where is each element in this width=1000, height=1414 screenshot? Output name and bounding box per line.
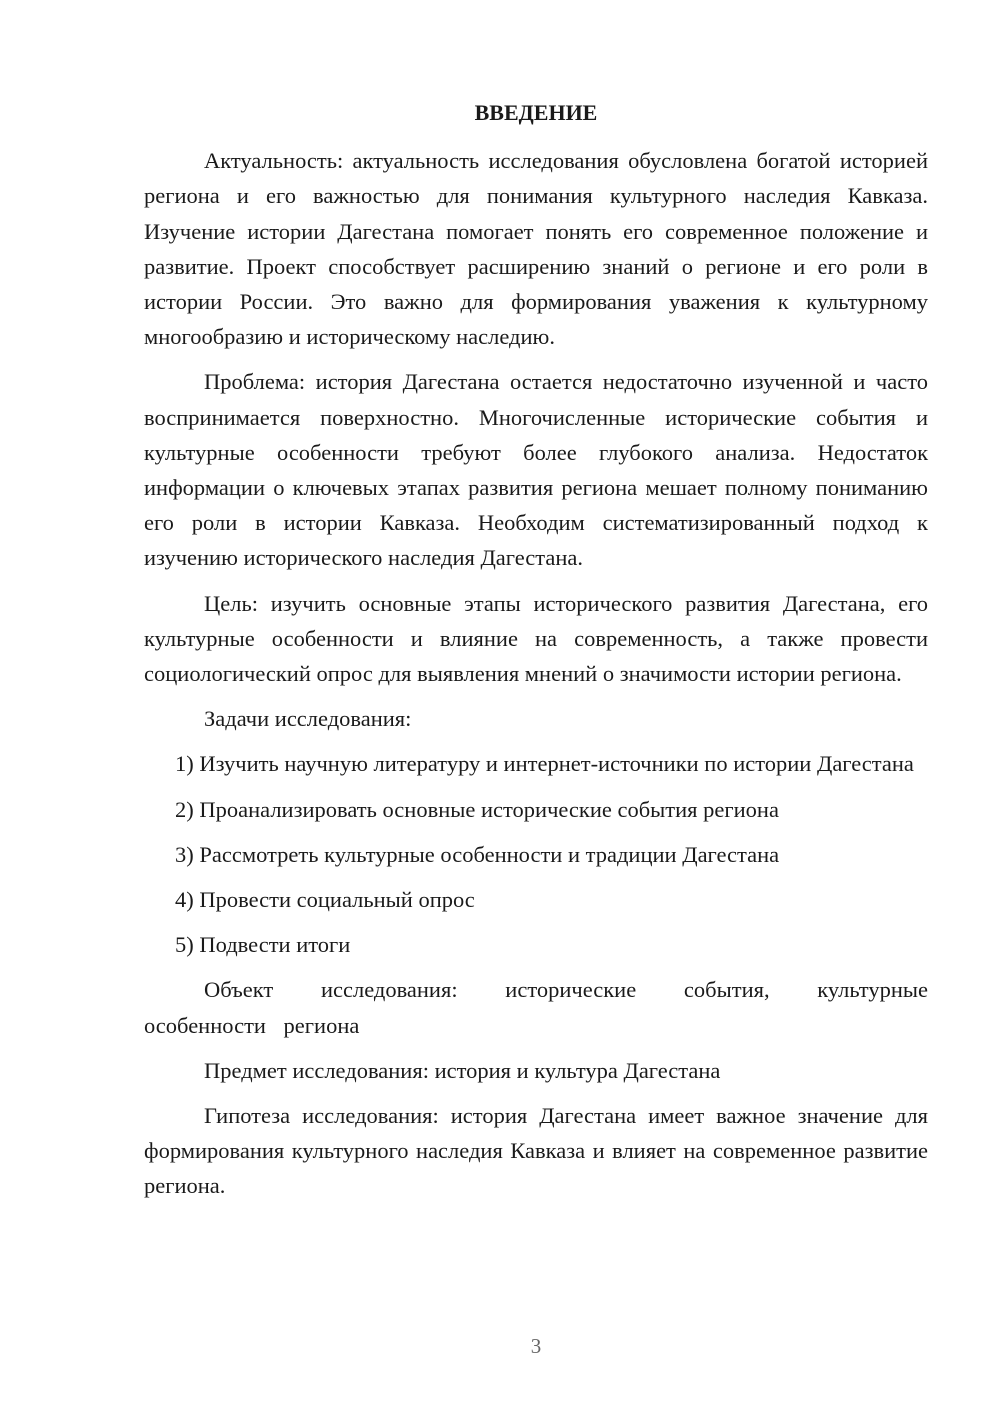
hypothesis-paragraph: Гипотеза исследования: история Дагестана имеет важное значение для формирования культурного наследия Кавказа и влияет на современное развитие региона.	[144, 1103, 928, 1199]
goal-paragraph: Цель: изучить основные этапы исторического развития Дагестана, его культурные особенности и влияние на современность, а также провести социологический опрос для выявления мнений о значимости истории региона.	[144, 590, 928, 687]
problem-paragraph: Проблема: история Дагестана остается недостаточно изученной и часто воспринимается поверхностно. Многочисленные исторические события и культурные особенности требуют более глубокого анализа. Недостаток информации о ключевых этапах развития региона мешает полному пониманию его роли в истории Кавказа. Необходим систематизированный подход к изучению исторического наследия Дагестана.	[144, 369, 928, 571]
section-title: ВВЕДЕНИЕ	[474, 100, 598, 125]
subject-paragraph: Предмет исследования: история и культура Дагестана	[204, 1057, 721, 1083]
task-item-5: 5) Подвести итоги	[175, 932, 351, 958]
object-paragraph: Объект исследования: исторические события, культурные особенности региона	[144, 977, 928, 1038]
task-item-1: 1) Изучить научную литературу и интернет-источники по истории Дагестана	[175, 751, 914, 777]
tasks-heading: Задачи исследования:	[204, 706, 412, 732]
page-number: 3	[530, 1334, 542, 1358]
task-item-2: 2) Проанализировать основные исторические события региона	[175, 796, 779, 822]
relevance-paragraph: Актуальность: актуальность исследования обусловлена богатой историей региона и его важностью для понимания культурного наследия Кавказа. Изучение истории Дагестана помогает понять его современное положение и развитие. Проект способствует расширению знаний о регионе и его роли в истории России. Это важно для формирования уважения к культурному многообразию и историческому наследию.	[144, 148, 928, 350]
page-content	[144, 95, 928, 1214]
task-item-4: 4) Провести социальный опрос	[175, 887, 475, 913]
task-item-3: 3) Рассмотреть культурные особенности и традиции Дагестана	[175, 841, 780, 867]
